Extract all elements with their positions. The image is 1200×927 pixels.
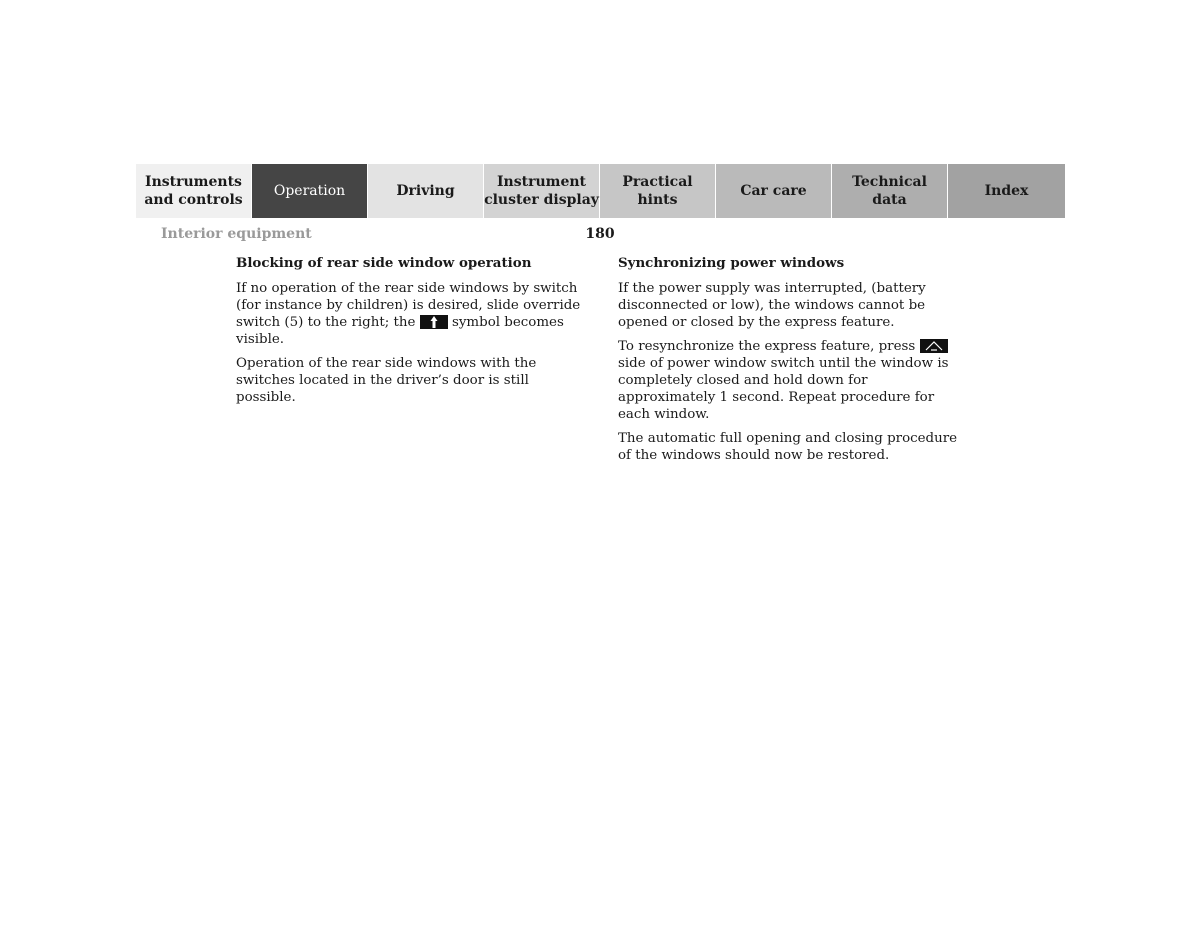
child-lock-symbol-icon xyxy=(420,315,448,329)
tab-technical-data[interactable]: Technical data xyxy=(832,164,948,218)
tab-instruments-and-controls[interactable]: Instruments and controls xyxy=(136,164,252,218)
left-column xyxy=(236,255,586,413)
tab-instrument-cluster-display[interactable]: Instrument cluster display xyxy=(484,164,600,218)
right-column xyxy=(618,255,968,471)
tab-car-care[interactable]: Car care xyxy=(716,164,832,218)
right-paragraph-1: If the power supply was interrupted, (battery disconnected or low), the windows cannot be opened or closed by the express feature. xyxy=(618,281,926,330)
right-paragraph-2 xyxy=(618,338,968,423)
left-paragraph-2: Operation of the rear side windows with the switches located in the driver’s door is still possible. xyxy=(236,356,537,405)
right-p2-text-a: To resynchronize the express feature, press xyxy=(618,339,916,354)
right-paragraph-3: The automatic full opening and closing procedure of the windows should now be restored. xyxy=(618,431,958,463)
page-number: 180 xyxy=(585,226,615,242)
tab-driving[interactable]: Driving xyxy=(368,164,484,218)
left-p1-text-a: If no operation of the rear side windows by switch (for instance by children) is desired, slide override switch (5) to the right; the xyxy=(236,281,581,330)
left-paragraph-1 xyxy=(236,280,586,348)
left-heading: Blocking of rear side window operation xyxy=(236,255,532,271)
tab-operation[interactable]: Operation xyxy=(252,164,368,218)
window-up-symbol-icon xyxy=(920,339,948,353)
navigation-tab-bar xyxy=(136,164,1065,218)
tab-index[interactable]: Index xyxy=(948,164,1065,218)
section-title: Interior equipment xyxy=(161,226,312,242)
right-heading: Synchronizing power windows xyxy=(618,255,845,271)
right-p2-text-b: side of power window switch until the window is completely closed and hold down for approximately 1 second. Repeat procedure for each window. xyxy=(618,356,949,422)
tab-practical-hints[interactable]: Practical hints xyxy=(600,164,716,218)
left-p1-text-b: symbol becomes visible. xyxy=(236,315,564,347)
